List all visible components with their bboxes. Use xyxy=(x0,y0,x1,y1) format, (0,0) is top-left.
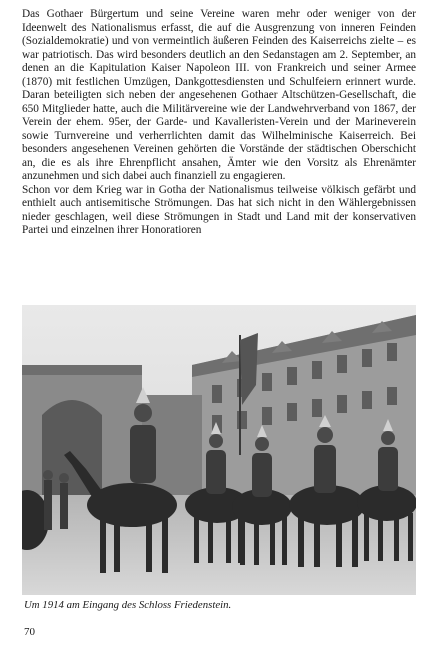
paragraph-1: Das Gothaer Bürgertum und seine Vereine waren mehr oder weniger von der Ideenwelt des Nationalismus erfasst, die auf die Ausgrenzung von inneren Feinden (Sozialdemokratie) und von vermeintlich äußeren Feinden des Kaiserreichs zielte – es war patriotisch. Das wird besonders deutlich an den Sedanstagen am 2. September, an denen an die Kapitulation Kaiser Napoleon III. von Frankreich und seiner Armee (1870) mit festlichen Umzügen, Dankgottesdiensten und Schulfeiern erinnert wurde. Daran beteiligten sich neben der angesehenen Gothaer Altschützen-Gesellschaft, die 650 Mitglieder hatte, auch die Militärvereine wie der Landwehrverband von 1867, der Verein der ehem. 95er, der Garde- und Kavalleristen-Verein und der Marineverein sowie Turnvereine und verherrlichten damit das Wilhelminische Kaiserreich. Bei besonders angesehenen Vereinen gehörten die Vorstände der städtischen Oberschicht an, die es als ihre Ehrenpflicht ansahen, Ämter wie den Vorsitz als Ehrenämter anzunehmen und sich dabei auch finanziell zu engagieren. xyxy=(22,8,416,182)
figure-caption: Um 1914 am Eingang des Schloss Friedenstein. xyxy=(24,599,232,611)
body-text xyxy=(22,8,416,238)
photo-illustration xyxy=(22,305,416,595)
page-number: 70 xyxy=(24,626,35,638)
historical-photo xyxy=(22,305,416,595)
paragraph-2: Schon vor dem Krieg war in Gotha der Nationalismus teilweise völkisch gefärbt und enthielt auch antisemitische Strömungen. Das hat sich nicht in den Wählergebnissen nieder geschlagen, weil diese Strömungen in Stadt und Land mit der konservativen Partei und einzelnen ihrer Honoratioren xyxy=(22,183,416,236)
